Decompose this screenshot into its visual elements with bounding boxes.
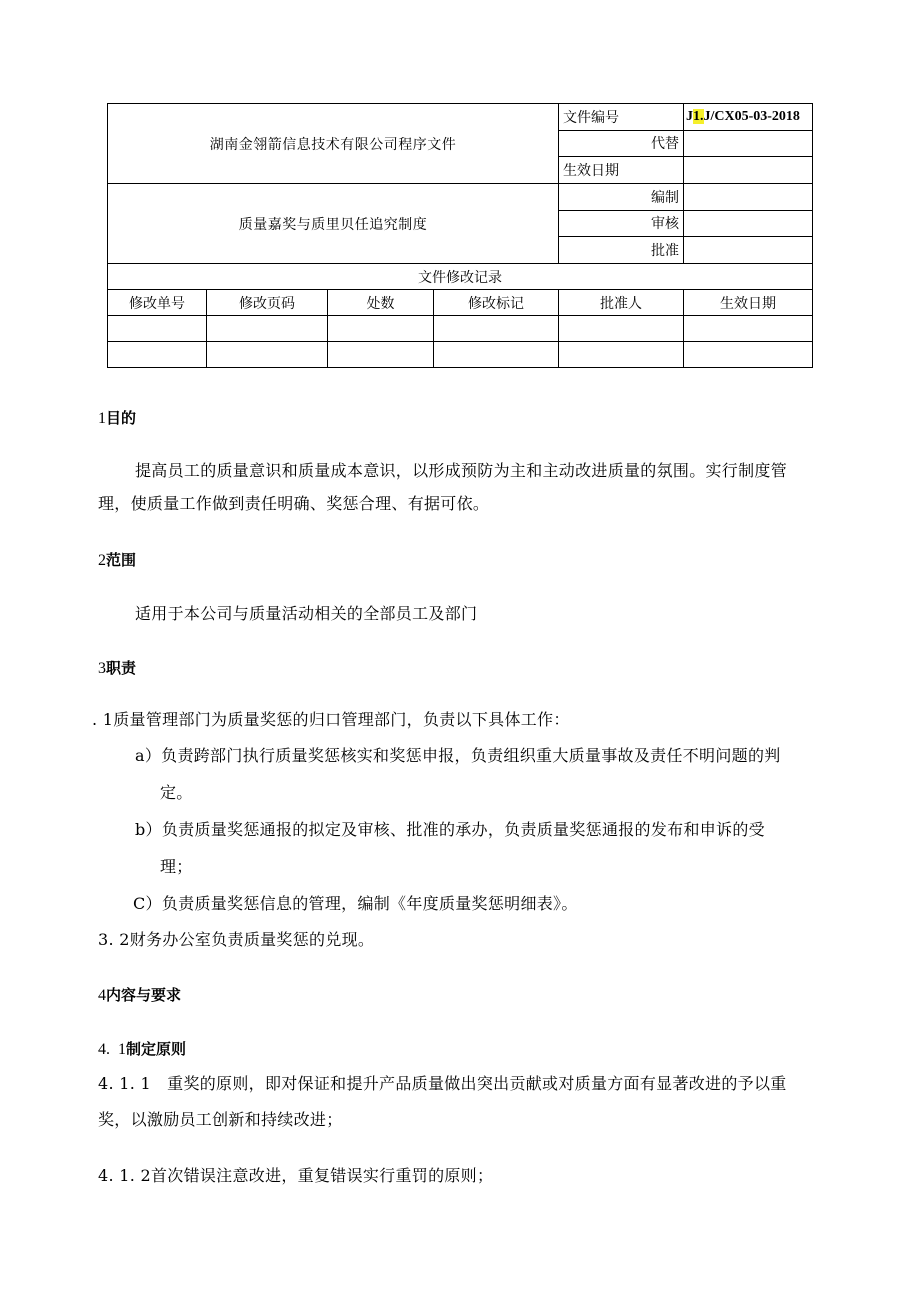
section-heading-3: 3职责 [98, 659, 137, 677]
section-heading-2: 2范围 [98, 551, 137, 569]
section-heading-4: 4内容与要求 [98, 986, 182, 1004]
revision-col-header: 修改标记 [434, 290, 559, 316]
subsection-heading-4-1: 4. 1制定原则 [98, 1040, 187, 1058]
revision-row [108, 342, 813, 368]
list-item-continuation: 理； [160, 857, 193, 876]
paragraph: 奖，以激励员工创新和持续改进； [98, 1110, 343, 1129]
paragraph: . 1质量管理部门为质量奖惩的归口管理部门，负责以下具体工作： [92, 710, 570, 729]
doc-title: 质量嘉奖与质里贝任追究制度 [108, 184, 559, 264]
doc-no-prefix: J [686, 108, 693, 124]
approved-value [684, 237, 813, 264]
list-item-continuation: 定。 [160, 783, 193, 802]
doc-no-highlight: 1. [693, 108, 704, 124]
revision-col-header: 修改单号 [108, 290, 207, 316]
paragraph: 3. 2财务办公室负责质量奖惩的兑现。 [98, 930, 375, 949]
section-heading-1: 1目的 [98, 409, 137, 427]
reviewed-value [684, 210, 813, 237]
revision-record-title: 文件修改记录 [108, 264, 813, 290]
approved-label: 批准 [559, 237, 684, 264]
effective-date-value [684, 157, 813, 184]
list-item: b）负责质量奖惩通报的拟定及审核、批准的承办，负责质量奖惩通报的发布和申诉的受 [135, 820, 765, 839]
revision-col-header: 批准人 [559, 290, 684, 316]
prepared-value [684, 184, 813, 211]
paragraph: 提高员工的质量意识和质量成本意识，以形成预防为主和主动改进质量的氛围。实行制度管 [135, 461, 788, 480]
replace-value [684, 130, 813, 157]
revision-col-header: 生效日期 [684, 290, 813, 316]
list-item: C）负责质量奖惩信息的管理，编制《年度质量奖惩明细表》。 [133, 894, 578, 913]
replace-label: 代替 [559, 130, 684, 157]
paragraph: 4. 1. 2首次错误注意改进，重复错误实行重罚的原则； [98, 1166, 494, 1185]
doc-no-value [684, 104, 813, 131]
effective-date-label: 生效日期 [559, 157, 684, 184]
paragraph: 理，使质量工作做到责任明确、奖惩合理、有据可依。 [98, 494, 490, 513]
revision-row [108, 316, 813, 342]
paragraph: 4. 1. 1 重奖的原则，即对保证和提升产品质量做出突出贡献或对质量方面有显著改进的予以重 [98, 1074, 787, 1093]
doc-no-rest: J/CX05-03-2018 [703, 108, 800, 124]
prepared-label: 编制 [559, 184, 684, 211]
revision-col-header: 修改页码 [207, 290, 328, 316]
reviewed-label: 审核 [559, 210, 684, 237]
revision-col-header: 处数 [328, 290, 434, 316]
list-item: a）负责跨部门执行质量奖惩核实和奖惩申报，负责组织重大质量事故及责任不明问题的判 [135, 746, 781, 765]
doc-no-label: 文件编号 [559, 104, 684, 131]
company-title: 湖南金翎箭信息技术有限公司程序文件 [108, 104, 559, 184]
document-header-table [107, 103, 812, 368]
paragraph: 适用于本公司与质量活动相关的全部员工及部门 [135, 604, 478, 623]
